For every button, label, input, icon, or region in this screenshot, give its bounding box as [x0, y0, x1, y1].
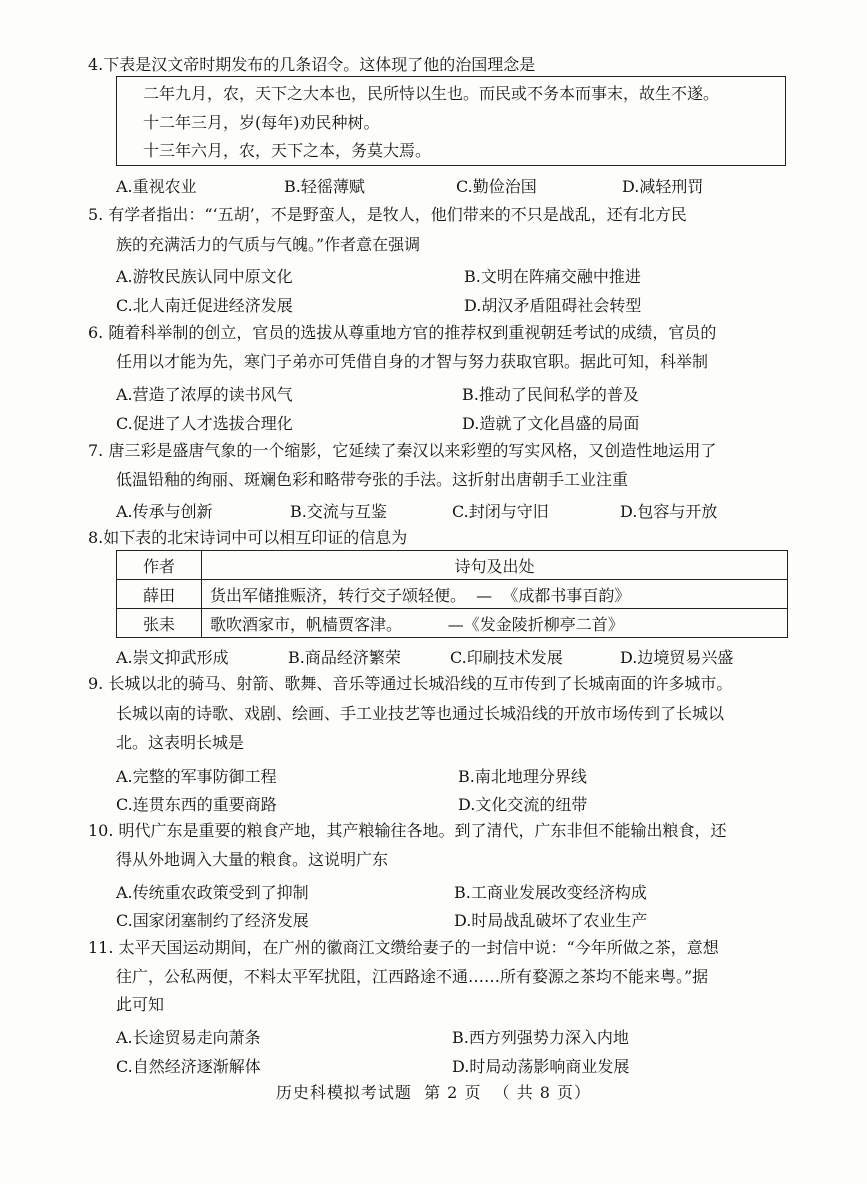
table-cell-verse: 货出军储推赈济，转行交子颂轻便。 — 《成都书事百韵》	[202, 580, 788, 609]
edict-box	[116, 76, 786, 166]
q5-option-c: C.北人南迁促进经济发展	[116, 296, 293, 315]
edict-1: 二年九月，农，天下之大本也，民所恃以生也。而民或不务本而事末，故生不遂。	[143, 84, 720, 103]
q4-option-d: D.减轻刑罚	[622, 177, 704, 196]
page-footer: 历史科模拟考试题 第 2 页 （ 共 8 页）	[275, 1083, 592, 1102]
edict-3: 十三年六月，农，天下之本，务莫大焉。	[143, 141, 432, 160]
q8-option-c: C.印刷技术发展	[450, 648, 563, 667]
table-header-row	[117, 551, 788, 580]
table-cell-author: 张耒	[117, 609, 202, 638]
question-4-stem: 4.下表是汉文帝时期发布的几条诏令。这体现了他的治国理念是	[88, 55, 536, 74]
q7-option-d: D.包容与开放	[620, 502, 718, 521]
question-11-stem-line2: 往广，公私两便，不料太平军扰阻，江西路途不通……所有婺源之茶均不能来粤。”据	[116, 967, 709, 986]
q10-option-a: A.传统重农政策受到了抑制	[116, 883, 309, 902]
q10-option-b: B.工商业发展改变经济构成	[454, 883, 647, 902]
question-10-stem-line1: 10. 明代广东是重要的粮食产地，其产粮输往各地。到了清代，广东非但不能输出粮食，还	[88, 821, 727, 840]
question-11-stem-line1: 11. 太平天国运动期间，在广州的徽商江文缵给妻子的一封信中说：“今年所做之茶，意想	[88, 938, 719, 957]
question-11-stem-line3: 此可知	[116, 995, 165, 1014]
q6-option-a: A.营造了浓厚的读书风气	[116, 385, 293, 404]
q5-option-b: B.文明在阵痛交融中推进	[464, 267, 641, 286]
poem-table	[116, 550, 788, 638]
question-5-stem-line2: 族的充满活力的气质与气魄。”作者意在强调	[116, 235, 421, 254]
q8-option-d: D.边境贸易兴盛	[620, 648, 734, 667]
q11-option-a: A.长途贸易走向萧条	[116, 1028, 261, 1047]
question-9-stem-line1: 9. 长城以北的骑马、射箭、歌舞、音乐等通过长城沿线的互市传到了长城南面的许多城市。	[88, 674, 733, 693]
q4-option-b: B.轻徭薄赋	[284, 177, 365, 196]
question-7-stem-line2: 低温铅釉的绚丽、斑斓色彩和略带夸张的手法。这折射出唐朝手工业注重	[116, 470, 629, 489]
q8-option-b: B.商品经济繁荣	[288, 648, 401, 667]
q8-option-a: A.崇文抑武形成	[116, 648, 229, 667]
question-9-stem-line3: 北。这表明长城是	[116, 733, 245, 752]
question-9-stem-line2: 长城以南的诗歌、戏剧、绘画、手工业技艺等也通过长城沿线的开放市场传到了长城以	[116, 704, 725, 723]
q10-option-c: C.国家闭塞制约了经济发展	[116, 911, 309, 930]
question-10-stem-line2: 得从外地调入大量的粮食。这说明广东	[116, 850, 389, 869]
edict-2: 十二年三月，岁(每年)劝民种树。	[143, 113, 380, 132]
q6-option-d: D.造就了文化昌盛的局面	[462, 414, 640, 433]
q9-option-b: B.南北地理分界线	[458, 767, 587, 786]
q5-option-a: A.游牧民族认同中原文化	[116, 267, 293, 286]
q11-option-c: C.自然经济逐渐解体	[116, 1057, 261, 1076]
q6-option-c: C.促进了人才选拔合理化	[116, 414, 293, 433]
q9-option-a: A.完整的军事防御工程	[116, 767, 277, 786]
q4-option-c: C.勤俭治国	[456, 177, 537, 196]
q11-option-b: B.西方列强势力深入内地	[452, 1028, 629, 1047]
q7-option-c: C.封闭与守旧	[452, 502, 549, 521]
q9-option-d: D.文化交流的纽带	[458, 795, 588, 814]
question-5-stem-line1: 5. 有学者指出：“‘五胡’，不是野蛮人，是牧人，他们带来的不只是战乱，还有北方民	[88, 205, 687, 224]
q6-option-b: B.推动了民间私学的普及	[462, 385, 639, 404]
q9-option-c: C.连贯东西的重要商路	[116, 795, 277, 814]
question-7-stem-line1: 7. 唐三彩是盛唐气象的一个缩影，它延续了秦汉以来彩塑的写实风格，又创造性地运用了	[88, 441, 717, 460]
table-header-author: 作者	[117, 551, 202, 580]
question-6-stem-line1: 6. 随着科举制的创立，官员的选拔从尊重地方官的推荐权到重视朝廷考试的成绩，官员的	[88, 323, 717, 342]
table-cell-author: 薛田	[117, 580, 202, 609]
q4-option-a: A.重视农业	[116, 177, 197, 196]
table-row	[117, 580, 788, 609]
table-cell-verse: 歌吹酒家市，帆樯贾客津。 —《发金陵折柳亭二首》	[202, 609, 788, 638]
table-row	[117, 609, 788, 638]
q7-option-a: A.传承与创新	[116, 502, 213, 521]
q11-option-d: D.时局动荡影响商业发展	[452, 1057, 630, 1076]
table-header-verse: 诗句及出处	[202, 551, 788, 580]
question-6-stem-line2: 任用以才能为先，寒门子弟亦可凭借自身的才智与努力获取官职。据此可知，科举制	[116, 352, 709, 371]
question-8-stem: 8.如下表的北宋诗词中可以相互印证的信息为	[88, 528, 408, 547]
q5-option-d: D.胡汉矛盾阻碍社会转型	[464, 296, 642, 315]
q10-option-d: D.时局战乱破坏了农业生产	[454, 911, 648, 930]
q7-option-b: B.交流与互鉴	[290, 502, 387, 521]
